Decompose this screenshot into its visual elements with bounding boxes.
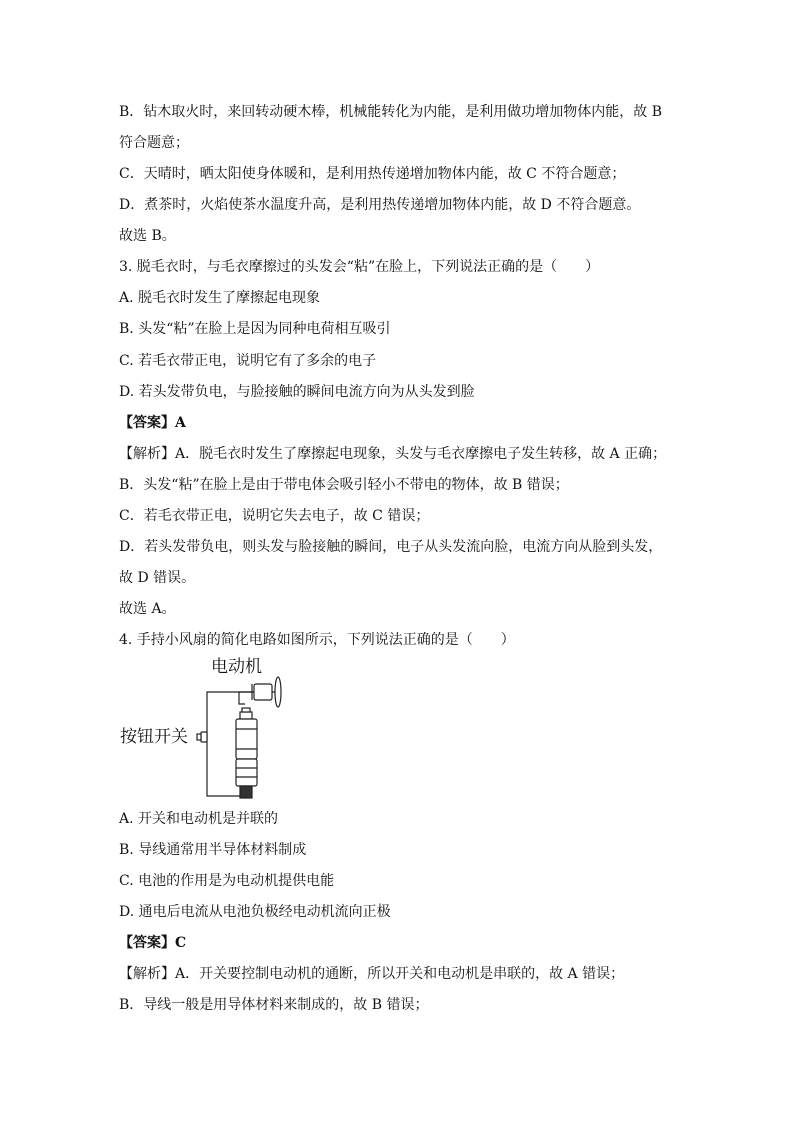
question-4-option-c: C. 电池的作用是为电动机提供电能 xyxy=(119,873,335,889)
question-4-analysis-a: 【解析】A．开关要控制电动机的通断，所以开关和电动机是串联的，故 A 错误； xyxy=(119,966,625,982)
battery xyxy=(236,708,257,798)
question-3-analysis-b: B．头发“粘”在脸上是由于带电体会吸引轻小不带电的物体，故 B 错误； xyxy=(119,477,569,493)
question-4-option-b: B. 导线通常用半导体材料制成 xyxy=(119,842,307,858)
question-3-answer: 【答案】A xyxy=(119,415,186,431)
conclusion-text: 故选 B。 xyxy=(119,228,176,244)
circuit-figure xyxy=(119,656,299,804)
circuit-diagram xyxy=(119,656,299,804)
question-4-option-a: A. 开关和电动机是并联的 xyxy=(119,811,279,827)
option-d-text: D．煮茶时，火焰使茶水温度升高，是利用热传递增加物体内能，故 D 不符合题意。 xyxy=(119,197,641,213)
option-b-text-cont: 符合题意； xyxy=(119,135,189,151)
question-3-stem: 3. 脱毛衣时，与毛衣摩擦过的头发会“粘”在脸上，下列说法正确的是（ ） xyxy=(119,259,600,275)
option-b-text: B．钻木取火时，来回转动硬木棒，机械能转化为内能，是利用做功增加物体内能，故 B xyxy=(119,104,663,120)
question-3-option-c: C. 若毛衣带正电，说明它有了多余的电子 xyxy=(119,353,377,369)
question-4-stem: 4. 手持小风扇的简化电路如图所示，下列说法正确的是（ ） xyxy=(119,632,515,648)
question-4-answer: 【答案】C xyxy=(119,935,187,951)
question-4-option-d: D. 通电后电流从电池负极经电动机流向正极 xyxy=(119,904,391,920)
switch-label: 按钮开关 xyxy=(120,727,188,747)
question-3-conclusion: 故选 A。 xyxy=(119,601,176,617)
push-button-switch xyxy=(197,732,207,742)
question-4-analysis-b: B．导线一般是用导体材料来制成的，故 B 错误； xyxy=(119,997,429,1013)
option-c-text: C．天晴时，晒太阳使身体暖和，是利用热传递增加物体内能，故 C 不符合题意； xyxy=(119,166,626,182)
question-3-analysis-d: D．若头发带负电，则头发与脸接触的瞬间，电子从头发流向脸，电流方向从脸到头发， xyxy=(119,539,663,555)
question-3-analysis-d-cont: 故 D 错误。 xyxy=(119,570,196,586)
question-3-option-d: D. 若头发带负电，与脸接触的瞬间电流方向为从头发到脸 xyxy=(119,384,475,400)
motor-label: 电动机 xyxy=(211,657,262,677)
motor xyxy=(254,677,281,707)
question-3-analysis-c: C．若毛衣带正电，说明它失去电子，故 C 错误； xyxy=(119,508,430,524)
question-3-analysis-a: 【解析】A．脱毛衣时发生了摩擦起电现象，头发与毛衣摩擦电子发生转移，故 A 正确； xyxy=(119,446,667,462)
question-3-option-b: B. 头发“粘”在脸上是因为同种电荷相互吸引 xyxy=(119,321,391,337)
question-3-option-a: A. 脱毛衣时发生了摩擦起电现象 xyxy=(119,290,321,306)
